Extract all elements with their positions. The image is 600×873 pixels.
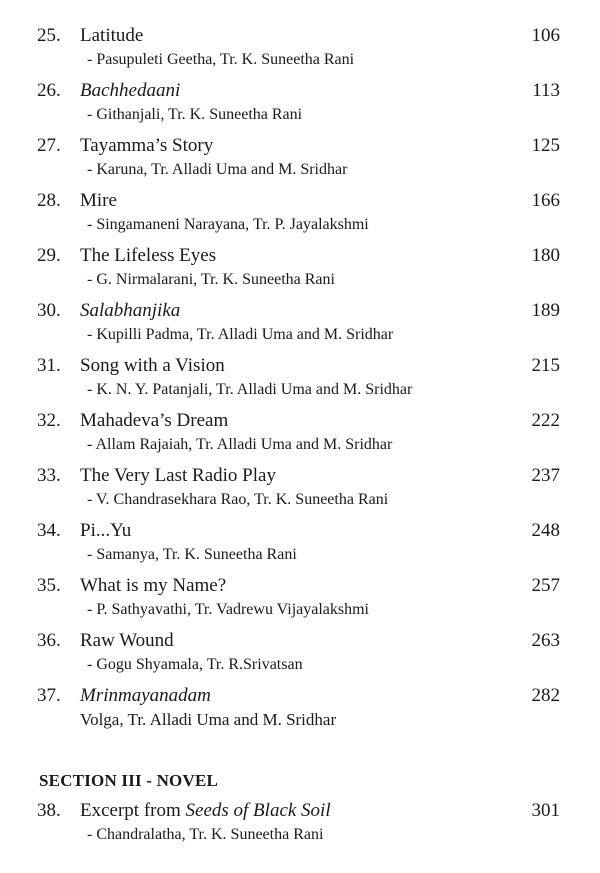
- entry-number: 33.: [37, 465, 61, 486]
- entry-author: - G. Nirmalarani, Tr. K. Suneetha Rani: [87, 271, 335, 288]
- entry-author: - Kupilli Padma, Tr. Alladi Uma and M. Sridhar: [87, 326, 394, 343]
- entry-page-number: 248: [531, 520, 560, 541]
- toc-entry: [0, 520, 600, 570]
- entry-title: Salabhanjika: [80, 300, 181, 321]
- toc-entry: [0, 300, 600, 350]
- entry-number: 36.: [37, 630, 61, 651]
- entry-title: Song with a Vision: [80, 355, 225, 376]
- entry-number: 35.: [37, 575, 61, 596]
- entry-title: Mahadeva’s Dream: [80, 410, 229, 431]
- entry-author: - P. Sathyavathi, Tr. Vadrewu Vijayalakshmi: [87, 601, 369, 618]
- entry-title: What is my Name?: [80, 575, 227, 596]
- entry-page-number: 257: [531, 575, 560, 596]
- entry-author: - Pasupuleti Geetha, Tr. K. Suneetha Rani: [87, 51, 355, 68]
- entry-number: 30.: [37, 300, 61, 321]
- entry-number: 31.: [37, 355, 61, 376]
- entry-author: - V. Chandrasekhara Rao, Tr. K. Suneetha Rani: [87, 491, 389, 508]
- entry-author: - Gogu Shyamala, Tr. R.Srivatsan: [87, 656, 303, 673]
- toc-entry: [0, 410, 600, 460]
- toc-entry: [0, 575, 600, 625]
- entry-page-number: 282: [531, 685, 560, 706]
- entry-page-number: 189: [531, 300, 560, 321]
- entry-page-number: 301: [531, 800, 560, 821]
- entry-author: - Allam Rajaiah, Tr. Alladi Uma and M. Sridhar: [87, 436, 393, 453]
- entry-number: 37.: [37, 685, 61, 706]
- entry-page-number: 166: [531, 190, 560, 211]
- toc-entry: [0, 685, 600, 735]
- entry-number: 32.: [37, 410, 61, 431]
- entry-author: - Singamaneni Narayana, Tr. P. Jayalakshmi: [87, 216, 369, 233]
- entry-number: 29.: [37, 245, 61, 266]
- entry-title: The Lifeless Eyes: [80, 245, 217, 266]
- toc-entry: [0, 25, 600, 75]
- entry-number: 34.: [37, 520, 61, 541]
- entry-author: - Githanjali, Tr. K. Suneetha Rani: [87, 106, 303, 123]
- entry-author: - Samanya, Tr. K. Suneetha Rani: [87, 546, 297, 563]
- toc-entry: [0, 800, 600, 850]
- entry-title-prefix: Excerpt from: [80, 800, 186, 821]
- toc-entry: [0, 80, 600, 130]
- toc-entry: [0, 190, 600, 240]
- entry-page-number: 113: [532, 80, 560, 101]
- entry-page-number: 180: [531, 245, 560, 266]
- entry-author: - Chandralatha, Tr. K. Suneetha Rani: [87, 826, 324, 843]
- toc-entry: [0, 465, 600, 515]
- entry-author: - K. N. Y. Patanjali, Tr. Alladi Uma and M. Sridhar: [87, 381, 413, 398]
- entry-number: 27.: [37, 135, 61, 156]
- entry-title: Latitude: [80, 25, 144, 46]
- entry-number: 25.: [37, 25, 61, 46]
- entry-title: [80, 800, 331, 822]
- entry-title: The Very Last Radio Play: [80, 465, 276, 486]
- toc-entry: [0, 135, 600, 185]
- entry-title: Bachhedaani: [80, 80, 181, 101]
- entry-title: Tayamma’s Story: [80, 135, 214, 156]
- toc-entry: [0, 245, 600, 295]
- entry-number: 28.: [37, 190, 61, 211]
- entry-author: Volga, Tr. Alladi Uma and M. Sridhar: [80, 710, 337, 729]
- entry-author: - Karuna, Tr. Alladi Uma and M. Sridhar: [87, 161, 348, 178]
- entry-number: 38.: [37, 800, 61, 821]
- entry-page-number: 215: [531, 355, 560, 376]
- toc-entry: [0, 630, 600, 680]
- entry-title: Raw Wound: [80, 630, 174, 651]
- entry-page-number: 125: [531, 135, 560, 156]
- entry-number: 26.: [37, 80, 61, 101]
- entry-page-number: 106: [531, 25, 560, 46]
- entry-title: Mire: [80, 190, 117, 211]
- entry-page-number: 222: [531, 410, 560, 431]
- section-heading: SECTION III - NOVEL: [39, 771, 219, 790]
- entry-title: Pi...Yu: [80, 520, 132, 541]
- entry-title-italic: Seeds of Black Soil: [185, 800, 331, 821]
- entry-title: Mrinmayanadam: [80, 685, 211, 706]
- toc-entry: [0, 355, 600, 405]
- entry-page-number: 237: [531, 465, 560, 486]
- entry-page-number: 263: [531, 630, 560, 651]
